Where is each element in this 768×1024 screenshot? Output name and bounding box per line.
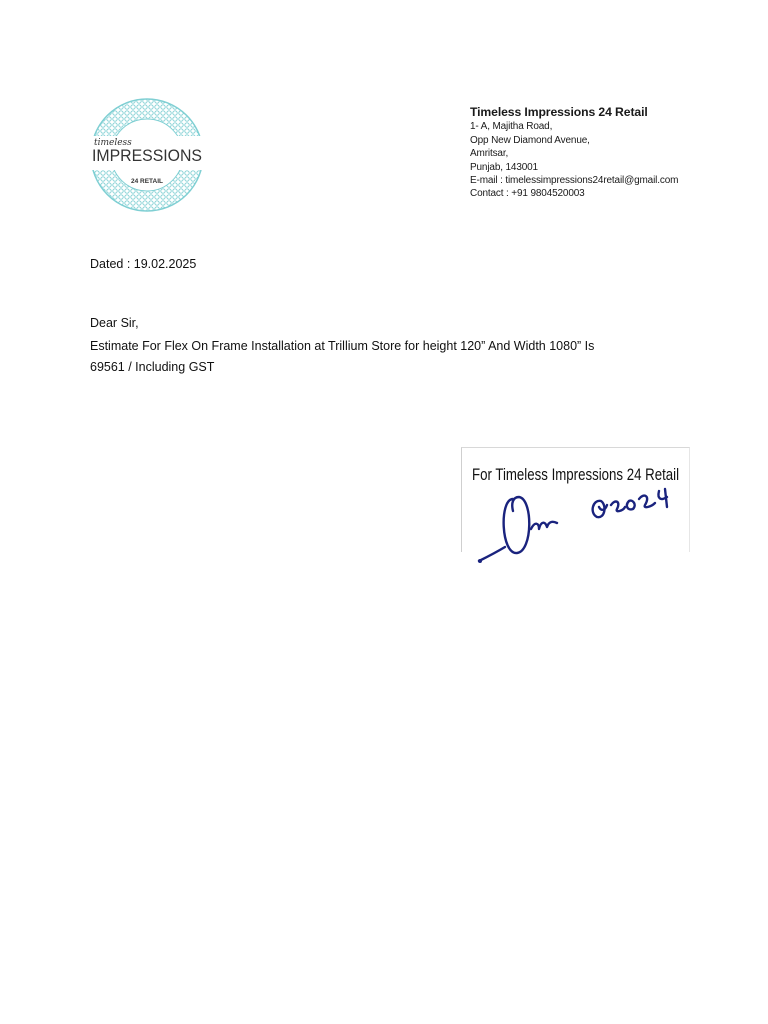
address-line-contact: Contact : +91 9804520003 — [470, 188, 585, 200]
company-address-block — [470, 106, 760, 201]
estimate-paragraph — [90, 336, 690, 378]
signature-stamp — [461, 447, 688, 567]
estimate-line-2: 69561 / Including GST — [90, 360, 215, 374]
logo-main-text: IMPRESSIONS — [92, 146, 202, 165]
logo-badge-icon — [88, 92, 206, 218]
signature-label: For Timeless Impressions 24 Retail — [472, 465, 680, 484]
letter-date: Dated : 19.02.2025 — [90, 257, 197, 271]
address-line-landmark: Opp New Diamond Avenue, — [470, 134, 590, 146]
company-name: Timeless Impressions 24 Retail — [470, 105, 648, 119]
logo-top-text: timeless — [94, 138, 132, 148]
logo-bottom-text: 24 RETAIL — [130, 178, 164, 185]
handwritten-signature — [461, 477, 688, 567]
salutation: Dear Sir, — [90, 316, 139, 330]
address-line-state-pin: Punjab, 143001 — [470, 161, 538, 173]
address-line-email: E-mail : timelessimpressions24retail@gmail.com — [470, 175, 679, 187]
company-logo — [88, 92, 206, 218]
address-line-street: 1- A, Majitha Road, — [470, 121, 553, 133]
address-line-city: Amritsar, — [470, 148, 509, 160]
estimate-line-1: Estimate For Flex On Frame Installation at Trillium Store for height 120” And Width 1080” Is — [90, 339, 595, 353]
